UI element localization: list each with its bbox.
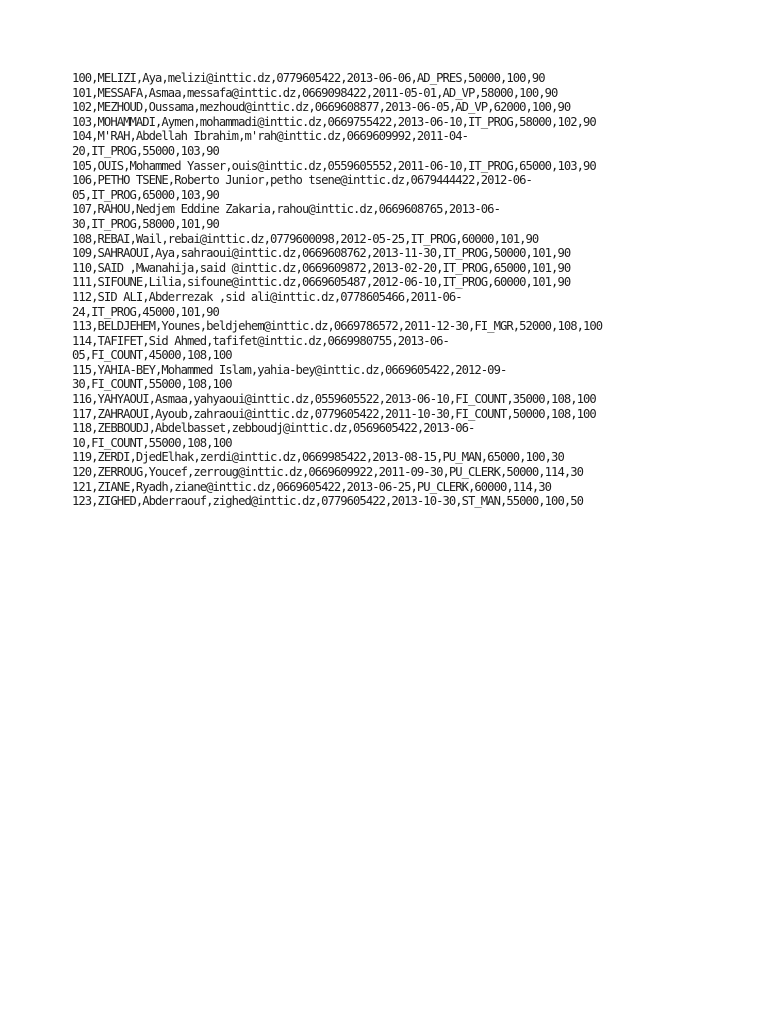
text-line: 109,SAHRAOUI,Aya,sahraoui@inttic.dz,0669608762,2013-11-30,IT_PROG,50000,101,90 <box>72 246 571 261</box>
text-line: 123,ZIGHED,Abderraouf,zighed@inttic.dz,0779605422,2013-10-30,ST_MAN,55000,100,50 <box>72 494 583 509</box>
text-line: 24,IT_PROG,45000,101,90 <box>72 304 219 319</box>
text-line: 105,OUIS,Mohammed Yasser,ouis@inttic.dz,0559605552,2011-06-10,IT_PROG,65000,103,90 <box>72 158 596 173</box>
text-line: 30,IT_PROG,58000,101,90 <box>72 216 219 231</box>
text-line: 30,FI_COUNT,55000,108,100 <box>72 377 232 392</box>
text-line: 113,BELDJEHEM,Younes,beldjehem@inttic.dz,0669786572,2011-12-30,FI_MGR,52000,108,100 <box>72 319 603 334</box>
text-line: 106,PETHO TSENE,Roberto Junior,petho tsene@inttic.dz,0679444422,2012-06- <box>72 173 532 188</box>
text-line: 108,REBAI,Wail,rebai@inttic.dz,0779600098,2012-05-25,IT_PROG,60000,101,90 <box>72 231 539 246</box>
text-line: 104,M'RAH,Abdellah Ibrahim,m'rah@inttic.dz,0669609992,2011-04- <box>72 129 469 144</box>
text-line: 111,SIFOUNE,Lilia,sifoune@inttic.dz,0669605487,2012-06-10,IT_PROG,60000,101,90 <box>72 275 571 290</box>
text-line: 119,ZERDI,DjedElhak,zerdi@inttic.dz,0669985422,2013-08-15,PU_MAN,65000,100,30 <box>72 450 564 465</box>
text-line: 120,ZERROUG,Youcef,zerroug@inttic.dz,0669609922,2011-09-30,PU_CLERK,50000,114,30 <box>72 465 583 480</box>
text-line: 10,FI_COUNT,55000,108,100 <box>72 435 232 450</box>
text-line: 103,MOHAMMADI,Aymen,mohammadi@inttic.dz,0669755422,2013-06-10,IT_PROG,58000,102,90 <box>72 114 596 129</box>
text-line: 112,SID ALI,Abderrezak ,sid ali@inttic.dz,0778605466,2011-06- <box>72 289 462 304</box>
text-line: 110,SAID ,Mwanahija,said @inttic.dz,0669609872,2013-02-20,IT_PROG,65000,101,90 <box>72 260 571 275</box>
text-line: 20,IT_PROG,55000,103,90 <box>72 143 219 158</box>
text-line: 102,MEZHOUD,Oussama,mezhoud@inttic.dz,0669608877,2013-06-05,AD_VP,62000,100,90 <box>72 100 571 115</box>
text-line: 121,ZIANE,Ryadh,ziane@inttic.dz,0669605422,2013-06-25,PU_CLERK,60000,114,30 <box>72 479 552 494</box>
text-line: 101,MESSAFA,Asmaa,messafa@inttic.dz,0669098422,2011-05-01,AD_VP,58000,100,90 <box>72 85 558 100</box>
text-line: 05,FI_COUNT,45000,108,100 <box>72 348 232 363</box>
text-line: 107,RAHOU,Nedjem Eddine Zakaria,rahou@inttic.dz,0669608765,2013-06- <box>72 202 500 217</box>
text-line: 05,IT_PROG,65000,103,90 <box>72 187 219 202</box>
text-line: 100,MELIZI,Aya,melizi@inttic.dz,0779605422,2013-06-06,AD_PRES,50000,100,90 <box>72 71 545 85</box>
text-line: 116,YAHYAOUI,Asmaa,yahyaoui@inttic.dz,0559605522,2013-06-10,FI_COUNT,35000,108,100 <box>72 392 596 407</box>
text-line: 115,YAHIA-BEY,Mohammed Islam,yahia-bey@inttic.dz,0669605422,2012-09- <box>72 362 507 377</box>
text-line: 117,ZAHRAOUI,Ayoub,zahraoui@inttic.dz,0779605422,2011-10-30,FI_COUNT,50000,108,100 <box>72 406 596 421</box>
text-block <box>72 71 702 509</box>
text-line: 114,TAFIFET,Sid Ahmed,tafifet@inttic.dz,0669980755,2013-06- <box>72 333 449 348</box>
text-line: 118,ZEBBOUDJ,Abdelbasset,zebboudj@inttic.dz,0569605422,2013-06- <box>72 421 475 436</box>
